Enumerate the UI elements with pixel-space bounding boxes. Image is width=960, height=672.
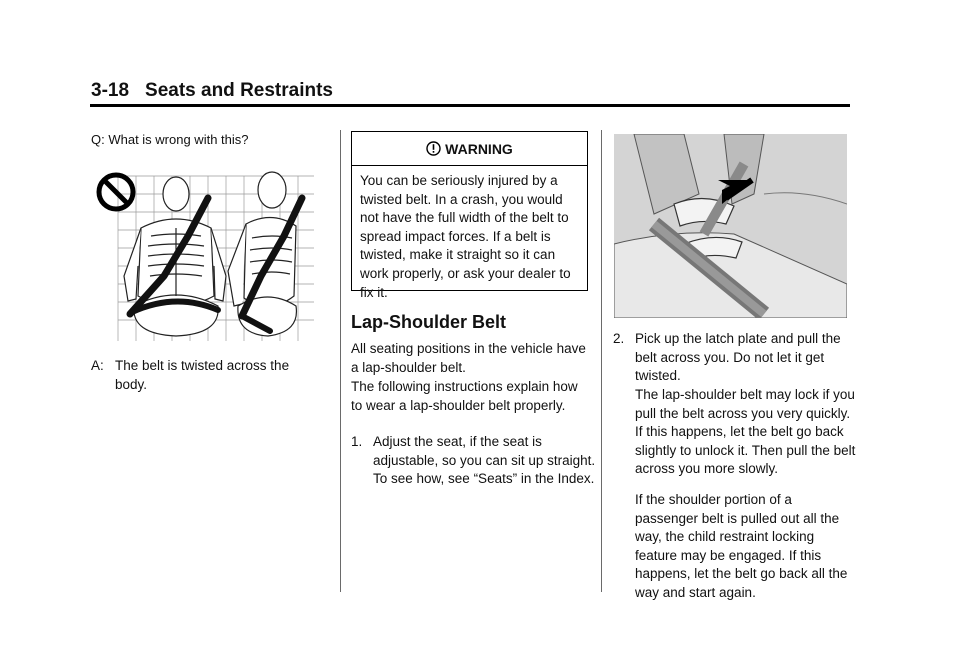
column-divider-right <box>601 130 602 592</box>
column-divider-left <box>340 130 341 592</box>
list-text: Pick up the latch plate and pull the belt across you. Do not let it get twisted. <box>635 331 841 384</box>
page-header <box>91 80 333 102</box>
list-item <box>613 330 858 386</box>
intro-paragraph: All seating positions in the vehicle have a lap-shoulder belt. <box>351 341 586 375</box>
warning-text: You can be seriously injured by a twisted belt. In a crash, you would not have the full width of the belt to spread impact forces. If a belt is twisted, make it straight so it can work properly, or ask your dealer to fix it. <box>360 173 571 300</box>
step-note-paragraph: The lap-shoulder belt may lock if you pull the belt across you very quickly. If this happens, let the belt go back slightly to unlock it. Then pull the belt across you more slowly. <box>635 387 856 477</box>
header-rule <box>90 104 850 107</box>
list-number: 2. <box>613 331 625 346</box>
instructions-paragraph: The following instructions explain how to wear a lap-shoulder belt properly. <box>351 379 578 413</box>
list-number: 1. <box>351 434 363 449</box>
list-text: Adjust the seat, if the seat is adjustable, so you can sit up straight. To see how, see “Seats” in the Index. <box>373 434 596 487</box>
side-figure <box>228 172 296 336</box>
warning-title: WARNING <box>445 140 513 157</box>
question-text: Q: What is wrong with this? <box>91 132 249 147</box>
step-note-paragraph: If the shoulder portion of a passenger belt is pulled out all the way, the child restraint locking feature may be engaged. If this happens, let the belt go back all the way and start again. <box>635 492 848 600</box>
page-number: 3-18 <box>91 80 130 101</box>
answer-block <box>91 357 311 394</box>
prohibition-icon <box>99 175 133 209</box>
warning-box <box>351 131 588 300</box>
warning-header <box>352 132 587 166</box>
answer-text: The belt is twisted across the body. <box>115 358 290 392</box>
list-item <box>351 433 596 489</box>
twisted-belt-illustration <box>96 166 314 341</box>
answer-label: A: <box>91 358 104 373</box>
section-title: Seats and Restraints <box>145 80 333 101</box>
latch-plate-photo <box>614 134 847 318</box>
section-heading: Lap-Shoulder Belt <box>351 312 507 332</box>
warning-icon <box>426 141 441 156</box>
